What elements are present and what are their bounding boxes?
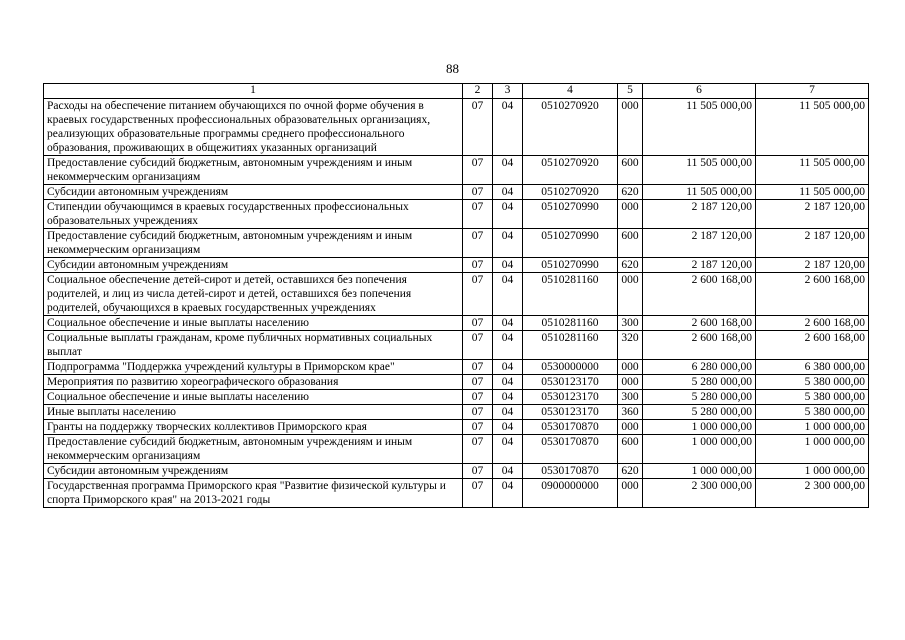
cell-amount-year1: 2 600 168,00 [643,316,756,331]
cell-amount-year2: 11 505 000,00 [756,99,869,156]
cell-amount-year2: 1 000 000,00 [756,435,869,464]
cell-amount-year1: 2 187 120,00 [643,229,756,258]
cell-target-article: 0530123170 [523,375,618,390]
cell-subsection: 04 [493,156,523,185]
cell-expense-type: 600 [618,435,643,464]
cell-target-article: 0530123170 [523,405,618,420]
table-row [44,99,869,156]
cell-amount-year1: 1 000 000,00 [643,420,756,435]
cell-description: Иные выплаты населению [44,405,463,420]
cell-amount-year2: 1 000 000,00 [756,420,869,435]
cell-expense-type: 000 [618,420,643,435]
cell-expense-type: 000 [618,360,643,375]
cell-amount-year1: 2 600 168,00 [643,331,756,360]
cell-section: 07 [463,435,493,464]
cell-expense-type: 000 [618,479,643,508]
cell-subsection: 04 [493,464,523,479]
cell-section: 07 [463,331,493,360]
cell-amount-year1: 2 187 120,00 [643,200,756,229]
table-row [44,258,869,273]
cell-section: 07 [463,390,493,405]
cell-section: 07 [463,229,493,258]
cell-section: 07 [463,360,493,375]
cell-section: 07 [463,316,493,331]
cell-amount-year2: 2 600 168,00 [756,316,869,331]
page-number: 88 [446,61,459,76]
cell-expense-type: 000 [618,375,643,390]
cell-subsection: 04 [493,405,523,420]
column-header: 6 [643,84,756,99]
column-header: 7 [756,84,869,99]
cell-section: 07 [463,273,493,316]
cell-amount-year1: 2 187 120,00 [643,258,756,273]
cell-expense-type: 000 [618,200,643,229]
cell-subsection: 04 [493,375,523,390]
cell-section: 07 [463,200,493,229]
cell-description: Социальное обеспечение детей-сирот и детей, оставшихся без попечения родителей, и лиц из числа детей-сирот и детей, оставшихся без попечения родителей, обучающихся в краевых государственных учреждениях [44,273,463,316]
cell-description: Гранты на поддержку творческих коллективов Приморского края [44,420,463,435]
column-header: 1 [44,84,463,99]
cell-target-article: 0530000000 [523,360,618,375]
cell-target-article: 0510281160 [523,331,618,360]
table-body [44,99,869,508]
cell-amount-year1: 1 000 000,00 [643,464,756,479]
cell-amount-year2: 2 600 168,00 [756,273,869,316]
cell-amount-year2: 11 505 000,00 [756,185,869,200]
cell-amount-year1: 5 280 000,00 [643,405,756,420]
cell-description: Расходы на обеспечение питанием обучающихся по очной форме обучения в краевых государственных профессиональных образовательных организациях, реализующих образовательные программы среднего профессионального образования, проживающих в общежитиях указанных организаций [44,99,463,156]
cell-amount-year1: 5 280 000,00 [643,390,756,405]
cell-target-article: 0510281160 [523,273,618,316]
cell-description: Субсидии автономным учреждениям [44,464,463,479]
cell-amount-year1: 6 280 000,00 [643,360,756,375]
cell-subsection: 04 [493,420,523,435]
cell-description: Субсидии автономным учреждениям [44,258,463,273]
cell-target-article: 0510270990 [523,258,618,273]
table-row [44,405,869,420]
table-row [44,464,869,479]
cell-section: 07 [463,375,493,390]
cell-target-article: 0510270920 [523,99,618,156]
cell-section: 07 [463,258,493,273]
cell-section: 07 [463,464,493,479]
cell-description: Предоставление субсидий бюджетным, автономным учреждениям и иным некоммерческим организациям [44,229,463,258]
cell-expense-type: 620 [618,185,643,200]
cell-subsection: 04 [493,200,523,229]
table-row [44,156,869,185]
cell-description: Государственная программа Приморского края "Развитие физической культуры и спорта Приморского края" на 2013-2021 годы [44,479,463,508]
table-row [44,375,869,390]
cell-expense-type: 620 [618,258,643,273]
cell-amount-year2: 2 187 120,00 [756,258,869,273]
cell-amount-year2: 2 187 120,00 [756,229,869,258]
cell-expense-type: 360 [618,405,643,420]
cell-amount-year1: 11 505 000,00 [643,99,756,156]
cell-amount-year1: 2 600 168,00 [643,273,756,316]
cell-section: 07 [463,405,493,420]
cell-section: 07 [463,185,493,200]
cell-amount-year2: 6 380 000,00 [756,360,869,375]
header-row [44,84,869,99]
cell-amount-year1: 11 505 000,00 [643,156,756,185]
cell-target-article: 0900000000 [523,479,618,508]
cell-expense-type: 000 [618,99,643,156]
cell-target-article: 0530170870 [523,420,618,435]
column-header: 4 [523,84,618,99]
table-row [44,479,869,508]
table-row [44,316,869,331]
cell-target-article: 0530170870 [523,464,618,479]
table-row [44,390,869,405]
table-row [44,185,869,200]
cell-expense-type: 300 [618,316,643,331]
cell-expense-type: 000 [618,273,643,316]
table-row [44,229,869,258]
cell-amount-year2: 5 380 000,00 [756,375,869,390]
table-row [44,435,869,464]
cell-amount-year2: 5 380 000,00 [756,405,869,420]
cell-target-article: 0510281160 [523,316,618,331]
cell-amount-year1: 11 505 000,00 [643,185,756,200]
column-header: 2 [463,84,493,99]
cell-description: Субсидии автономным учреждениям [44,185,463,200]
cell-description: Социальные выплаты гражданам, кроме публичных нормативных социальных выплат [44,331,463,360]
cell-section: 07 [463,479,493,508]
cell-description: Стипендии обучающимся в краевых государственных профессиональных образовательных учреждениях [44,200,463,229]
cell-target-article: 0530123170 [523,390,618,405]
cell-amount-year1: 2 300 000,00 [643,479,756,508]
cell-section: 07 [463,99,493,156]
budget-table [43,83,869,508]
cell-target-article: 0510270990 [523,200,618,229]
cell-subsection: 04 [493,331,523,360]
cell-subsection: 04 [493,435,523,464]
cell-amount-year2: 2 187 120,00 [756,200,869,229]
cell-target-article: 0510270920 [523,185,618,200]
cell-amount-year2: 11 505 000,00 [756,156,869,185]
column-header: 5 [618,84,643,99]
table-row [44,420,869,435]
cell-section: 07 [463,156,493,185]
cell-expense-type: 600 [618,229,643,258]
cell-expense-type: 320 [618,331,643,360]
table-row [44,273,869,316]
cell-expense-type: 300 [618,390,643,405]
column-header: 3 [493,84,523,99]
cell-amount-year2: 1 000 000,00 [756,464,869,479]
cell-subsection: 04 [493,229,523,258]
cell-description: Подпрограмма "Поддержка учреждений культуры в Приморском крае" [44,360,463,375]
cell-subsection: 04 [493,185,523,200]
cell-amount-year1: 1 000 000,00 [643,435,756,464]
cell-subsection: 04 [493,479,523,508]
cell-subsection: 04 [493,258,523,273]
cell-description: Предоставление субсидий бюджетным, автономным учреждениям и иным некоммерческим организациям [44,435,463,464]
cell-amount-year2: 2 600 168,00 [756,331,869,360]
cell-subsection: 04 [493,99,523,156]
cell-target-article: 0510270990 [523,229,618,258]
cell-expense-type: 600 [618,156,643,185]
cell-amount-year1: 5 280 000,00 [643,375,756,390]
table-row [44,200,869,229]
cell-target-article: 0510270920 [523,156,618,185]
cell-description: Мероприятия по развитию хореографического образования [44,375,463,390]
cell-target-article: 0530170870 [523,435,618,464]
cell-section: 07 [463,420,493,435]
cell-description: Социальное обеспечение и иные выплаты населению [44,390,463,405]
cell-subsection: 04 [493,390,523,405]
cell-subsection: 04 [493,316,523,331]
cell-subsection: 04 [493,273,523,316]
table-row [44,331,869,360]
cell-expense-type: 620 [618,464,643,479]
table-row [44,360,869,375]
cell-description: Предоставление субсидий бюджетным, автономным учреждениям и иным некоммерческим организациям [44,156,463,185]
cell-subsection: 04 [493,360,523,375]
cell-amount-year2: 2 300 000,00 [756,479,869,508]
cell-amount-year2: 5 380 000,00 [756,390,869,405]
cell-description: Социальное обеспечение и иные выплаты населению [44,316,463,331]
